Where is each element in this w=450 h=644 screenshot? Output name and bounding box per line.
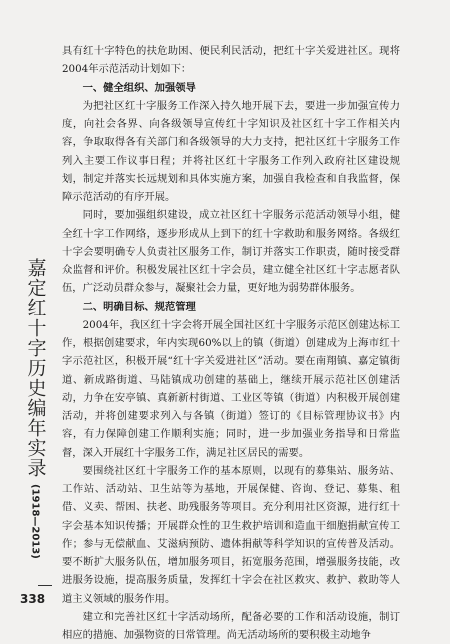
page-number-rule xyxy=(38,585,52,586)
section-heading-1: 一、健全组织、加强领导 xyxy=(82,81,196,94)
paragraph-network: 同时，要加强组织建设，成立社区红十字服务示范活动领导小组，健全红十字工作网络，逐步形成从上到下的红十字救助和服务网络。各级红十字会要明确专人负责社区服务工作，制订并落实工作职责，随时接受群众监督和评价。积极发展社区红十字会员，建立健全社区红十字志愿者队伍，广泛动员群众参与，凝聚社会力量，更好地为弱势群体服务。 xyxy=(62,209,400,295)
paragraph-organization: 为把社区红十字服务工作深入持久地开展下去，要进一步加强宣传力度，向社会各界、向各级领导宣传红十字知识及社区红十字工作相关内容，争取取得各有关部门和各级领导的大力支持，把社区红十字服务工作列入主要工作议事日程；并将社区红十字服务工作列入政府社区建设规划，制定并落实长远规划和具体实施方案，加强自我检查和自我监督，保障示范活动的有序开展。 xyxy=(62,99,400,203)
paragraph-services: 要围绕社区红十字服务工作的基本原则，以现有的募集站、服务站、工作站、活动站、卫生站等为基地，开展保健、咨询、登记、募集、租借、义卖、帮困、扶老、助残服务等项目。充分利用社区资源，进行红十字会基本知识传播；开展群众性的卫生救护培训和造血干细胞捐献宣传工作；参与无偿献血、艾滋病预防、遗体捐献等科学知识的宣传普及活动。要不断扩大服务队伍，增加服务项目，拓宽服务范围，增强服务技能，改进服务设施，提高服务质量，发挥红十字会在社区救灾、救护、救助等人道主义领域的服务作用。 xyxy=(62,464,400,605)
page-number: 338 xyxy=(20,592,46,606)
running-title-sidebar xyxy=(20,258,50,559)
book-title: 嘉定红十字历史编年实录 xyxy=(24,258,47,478)
section-heading-2: 二、明确目标、规范管理 xyxy=(82,300,196,313)
paragraph-facilities: 建立和完善社区红十字活动场所，配备必要的工作和活动设施，制订相应的措施、加强物资的日常管理。尚无活动场所的要积极主动地争 xyxy=(62,610,400,641)
book-years: (1918—2013) xyxy=(29,484,41,559)
paragraph-2004-goals: 2004年，我区红十字会将开展全国社区红十字服务示范区创建达标工作，根据创建要求，年内实现60%以上的镇（街道）创建成为上海市红十字示范社区，积极开展“红十字关爱进社区”活动。要在南翔镇、嘉定镇街道、新成路街道、马陆镇成功创建的基础上，继续开展示范社区创建活动，力争在安亭镇、真新新村街道、工业区等镇（街道）内积极开展创建活动，并将创建要求列入与各镇（街道）签订的《目标管理协议书》内容，有力保障创建工作顺利实施；同时，进一步加强业务指导和日常监督，深入开展红十字服务工作，满足社区居民的需要。 xyxy=(62,318,400,459)
paragraph-intro: 具有红十字特色的扶危助困、便民利民活动，把红十字关爱进社区。现将2004年示范活动计划如下： xyxy=(62,45,400,76)
body-text xyxy=(62,42,400,644)
